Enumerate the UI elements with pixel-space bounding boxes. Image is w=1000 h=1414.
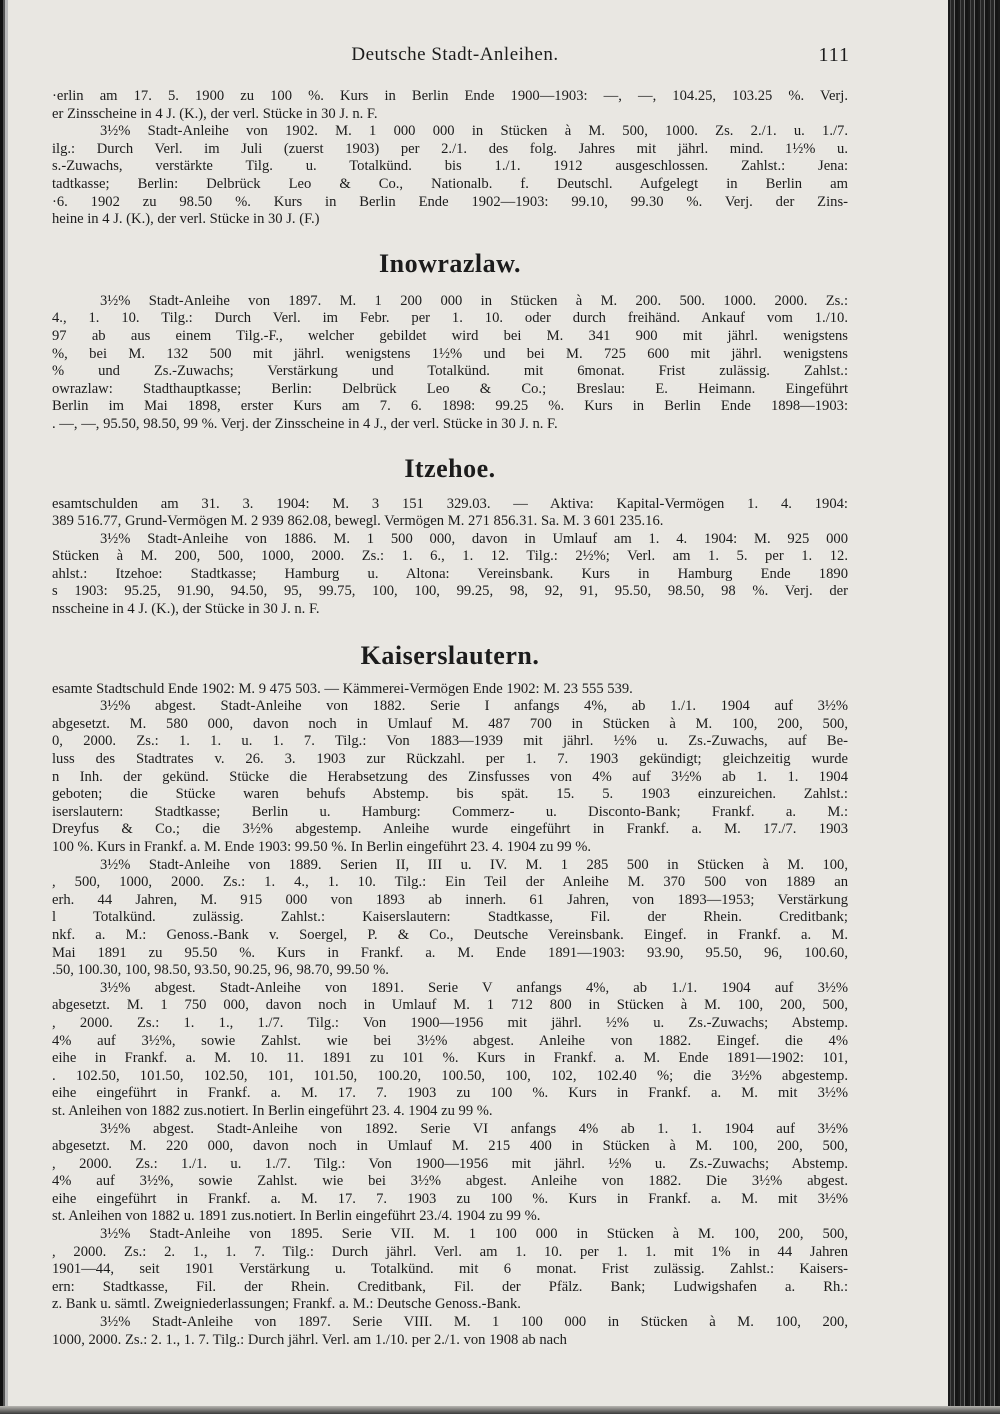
text-line: 3½% Stadt-Anleihe von 1895. Serie VII. M. 1 100 000 in Stücken à M. 100, 200, 500,	[100, 1226, 848, 1243]
text-line: 0, 2000. Zs.: 1. 1. u. 1. 7. Tilg.: Von 1883—1939 mit jährl. ½% u. Zs.-Zuwachs, auf Be-	[52, 733, 848, 750]
text-line: , 2000. Zs.: 1. 1., 1./7. Tilg.: Von 1900—1956 mit jährl. ½% u. Zs.-Zuwachs; Abstemp.	[52, 1014, 848, 1031]
text-line: n Inh. der gekünd. Stücke die Herabsetzung des Zinsfusses von 4% auf 3½% ab 1. 1. 1904	[52, 768, 848, 785]
text-line: l Totalkünd. zulässig. Zahlst.: Kaiserslautern: Stadtkasse, Fil. der Rhein. Creditbank;	[52, 909, 848, 926]
text-line: 389 516.77, Grund-Vermögen M. 2 939 862.08, bewegl. Vermögen M. 271 856.31. Sa. M. 3 601 235.16.	[52, 513, 664, 530]
text-line: ahlst.: Itzehoe: Stadtkasse; Hamburg u. Altona: Vereinsbank. Kurs in Hamburg Ende 1890	[52, 565, 848, 582]
text-line: esamte Stadtschuld Ende 1902: M. 9 475 503. — Kämmerei-Vermögen Ende 1902: M. 23 555 539.	[52, 680, 633, 697]
section-heading-kaiserslautern: Kaiserslautern.	[360, 640, 540, 670]
text-line: esamtschulden am 31. 3. 1904: M. 3 151 329.03. — Aktiva: Kapital-Vermögen 1. 4. 1904:	[52, 495, 848, 512]
text-line: % und Zs.-Zuwachs; Verstärkung und Totalkünd. mit 6monat. Frist zulässig. Zahlst.:	[52, 363, 848, 380]
text-line: abgesetzt. M. 580 000, davon noch in Umlauf M. 487 700 in Stücken à M. 100, 200, 500,	[52, 715, 848, 732]
text-line: Stücken à M. 200, 500, 1000, 2000. Zs.: 1. 6., 1. 12. Tilg.: 2½%; Verl. am 1. 5. per 1. 12.	[52, 548, 848, 565]
text-line: z. Bank u. sämtl. Zweigniederlassungen; Frankf. a. M.: Deutsche Genoss.-Bank.	[52, 1296, 521, 1313]
section-jena-continued	[52, 88, 848, 229]
section-itzehoe	[52, 496, 848, 619]
book-binding-edge	[948, 0, 1000, 1414]
text-line: 3½% Stadt-Anleihe von 1897. M. 1 200 000 in Stücken à M. 200. 500. 1000. 2000. Zs.:	[100, 292, 848, 309]
section-inowrazlaw	[52, 293, 848, 434]
running-header	[60, 44, 850, 74]
text-line: abgesetzt. M. 220 000, davon noch in Umlauf M. 215 400 in Stücken à M. 100, 200, 500,	[52, 1138, 848, 1155]
text-line: st. Anleihen von 1882 u. 1891 zus.notiert. In Berlin eingeführt 23./4. 1904 zu 99 %.	[52, 1208, 541, 1225]
text-line: ilg.: Durch Verl. im Juli (zuerst 1903) per 2./1. des folg. Jahres mit jährl. mind. 1½% u.	[52, 140, 848, 157]
text-line: geboten; die Stücke waren behufs Abstemp. bis spät. 15. 5. 1903 einzureichen. Zahlst.:	[52, 786, 848, 803]
text-line: s.-Zuwachs, verstärkte Tilg. u. Totalkünd. bis 1./1. 1912 ausgeschlossen. Zahlst.: Jena:	[52, 158, 848, 175]
text-line: . —, —, 95.50, 98.50, 99 %. Verj. der Zinsscheine in 4 J., der verl. Stücke in 30 J. n. F.	[52, 415, 558, 432]
text-line: 1000, 2000. Zs.: 2. 1., 1. 7. Tilg.: Durch jährl. Verl. am 1./10. per 2./1. von 1908 ab nach	[52, 1331, 567, 1348]
text-line: eihe in Frankf. a. M. 10. 11. 1891 zu 101 %. Kurs in Frankf. a. M. Ende 1891—1902: 101,	[52, 1050, 848, 1067]
page-number: 111	[818, 44, 850, 66]
text-line: 4% auf 3½%, sowie Zahlst. wie bei 3½% abgest. Anleihe von 1882. Eingef. die 4%	[52, 1032, 848, 1049]
page-bottom-edge	[0, 1406, 1000, 1414]
text-line: iserslautern: Stadtkasse; Berlin u. Hamburg: Commerz- u. Disconto-Bank; Frankf. a. M.:	[52, 803, 848, 820]
text-line: ·erlin am 17. 5. 1900 zu 100 %. Kurs in Berlin Ende 1900—1903: —, —, 104.25, 103.25 %. Verj.	[52, 88, 848, 104]
text-line: nkf. a. M.: Genoss.-Bank v. Soergel, P. & Co., Deutsche Vereinsbank. Eingef. in Frankf. a. M.	[52, 926, 848, 943]
text-line: st. Anleihen von 1882 zus.notiert. In Berlin eingeführt 23. 4. 1904 zu 99 %.	[52, 1102, 493, 1119]
header-title: Deutsche Stadt-Anleihen.	[351, 44, 559, 65]
text-line: 3½% abgest. Stadt-Anleihe von 1892. Serie VI anfangs 4% ab 1. 1. 1904 auf 3½%	[100, 1120, 848, 1137]
text-line: 3½% Stadt-Anleihe von 1902. M. 1 000 000 in Stücken à M. 500, 1000. Zs. 2./1. u. 1./7.	[100, 123, 848, 140]
text-line: 4% auf 3½%, sowie Zahlst. wie bei 3½% abgest. Anleihe von 1882. Die 3½% abgest.	[52, 1173, 848, 1190]
text-line: erh. 44 Jahren, M. 915 000 von 1893 ab innerh. 61 Jahren, von 1893—1953; Verstärkung	[52, 891, 848, 908]
text-line: , 500, 1000, 2000. Zs.: 1. 4., 1. 10. Tilg.: Ein Teil der Anleihe M. 370 500 von 1889 an	[52, 874, 848, 891]
text-line: ·6. 1902 zu 98.50 %. Kurs in Berlin Ende 1902—1903: 99.10, 99.30 %. Verj. der Zins-	[52, 193, 848, 210]
text-line: er Zinsscheine in 4 J. (K.), der verl. Stücke in 30 J. n. F.	[52, 105, 378, 122]
text-line: luss des Stadtrates v. 26. 3. 1903 zur Rückzahl. per 1. 7. 1903 gekündigt; gleichzeitig wurde	[52, 751, 848, 768]
text-line: owrazlaw: Stadthauptkasse; Berlin: Delbrück Leo & Co.; Breslau: E. Heimann. Eingeführt	[52, 380, 848, 397]
text-line: 97 ab aus einem Tilg.-F., welcher gebildet wird bei M. 341 900 mit jährl. wenigstens	[52, 327, 848, 344]
section-heading-inowrazlaw: Inowrazlaw.	[379, 248, 521, 278]
text-line: tadtkasse; Berlin: Delbrück Leo & Co., Nationalb. f. Deutschl. Aufgelegt in Berlin am	[52, 175, 848, 192]
page-content	[52, 88, 848, 1349]
text-line: 3½% abgest. Stadt-Anleihe von 1891. Serie V anfangs 4%, ab 1./1. 1904 auf 3½%	[100, 979, 848, 996]
text-line: Berlin im Mai 1898, erster Kurs am 7. 6. 1898: 99.25 %. Kurs in Berlin Ende 1898—1903:	[52, 398, 848, 415]
text-line: 3½% Stadt-Anleihe von 1889. Serien II, III u. IV. M. 1 285 500 in Stücken à M. 100,	[100, 856, 848, 873]
text-line: 3½% Stadt-Anleihe von 1886. M. 1 500 000, davon in Umlauf am 1. 4. 1904: M. 925 000	[100, 530, 848, 547]
text-line: 3½% abgest. Stadt-Anleihe von 1882. Serie I anfangs 4%, ab 1./1. 1904 auf 3½%	[100, 698, 848, 715]
text-line: . 102.50, 101.50, 102.50, 101, 101.50, 100.20, 100.50, 100, 102, 102.40 %; die 3½% abgestemp.	[52, 1067, 848, 1084]
section-heading-itzehoe: Itzehoe.	[404, 453, 496, 483]
text-line: nsscheine in 4 J. (K.), der Stücke in 30 J. n. F.	[52, 601, 320, 618]
text-line: %, bei M. 132 500 mit jährl. wenigstens 1½% und bei M. 725 600 mit jährl. wenigstens	[52, 345, 848, 362]
text-line: 1901—44, seit 1901 Verstärkung u. Totalkünd. mit 6 monat. Frist zulässig. Zahlst.: Kaisers-	[52, 1261, 848, 1278]
text-line: eihe eingeführt in Frankf. a. M. 17. 7. 1903 zu 100 %. Kurs in Frankf. a. M. mit 3½%	[52, 1085, 848, 1102]
text-line: ern: Stadtkasse, Fil. der Rhein. Creditbank, Fil. der Pfälz. Bank; Ludwigshafen a. Rh.:	[52, 1278, 848, 1295]
text-line: .50, 100.30, 100, 98.50, 93.50, 90.25, 96, 98.70, 99.50 %.	[52, 962, 389, 979]
text-line: 4., 1. 10. Tilg.: Durch Verl. im Febr. per 1. 10. oder durch freihänd. Ankauf vom 1./10.	[52, 310, 848, 327]
text-line: 3½% Stadt-Anleihe von 1897. Serie VIII. M. 1 100 000 in Stücken à M. 100, 200,	[100, 1314, 848, 1331]
text-line: heine in 4 J. (K.), der verl. Stücke in 30 J. (F.)	[52, 211, 320, 228]
page-left-edge	[0, 0, 8, 1414]
text-line: Dreyfus & Co.; die 3½% abgestemp. Anleihe wurde eingeführt in Frankf. a. M. 17./7. 1903	[52, 821, 848, 838]
text-line: Mai 1891 zu 95.50 %. Kurs in Frankf. a. M. Ende 1891—1903: 93.90, 95.50, 96, 100.60,	[52, 944, 848, 961]
section-kaiserslautern	[52, 681, 848, 1350]
text-line: , 2000. Zs.: 1./1. u. 1./7. Tilg.: Von 1900—1956 mit jährl. ½% u. Zs.-Zuwachs; Abstemp.	[52, 1155, 848, 1172]
text-line: , 2000. Zs.: 2. 1., 1. 7. Tilg.: Durch jährl. Verl. am 1. 10. per 1. 1. mit 1% in 44 Jahren	[52, 1243, 848, 1260]
text-line: s 1903: 95.25, 91.90, 94.50, 95, 99.75, 100, 100, 99.25, 98, 92, 91, 95.50, 98.50, 98 %. Verj. der	[52, 583, 848, 600]
text-line: 100 %. Kurs in Frankf. a. M. Ende 1903: 99.50 %. In Berlin eingeführt 23. 4. 1904 zu 99 %.	[52, 839, 592, 855]
text-line: abgesetzt. M. 1 750 000, davon noch in Umlauf M. 1 712 800 in Stücken à M. 100, 200, 500,	[52, 997, 848, 1014]
text-line: eihe eingeführt in Frankf. a. M. 17. 7. 1903 zu 100 %. Kurs in Frankf. a. M. mit 3½%	[52, 1190, 848, 1207]
